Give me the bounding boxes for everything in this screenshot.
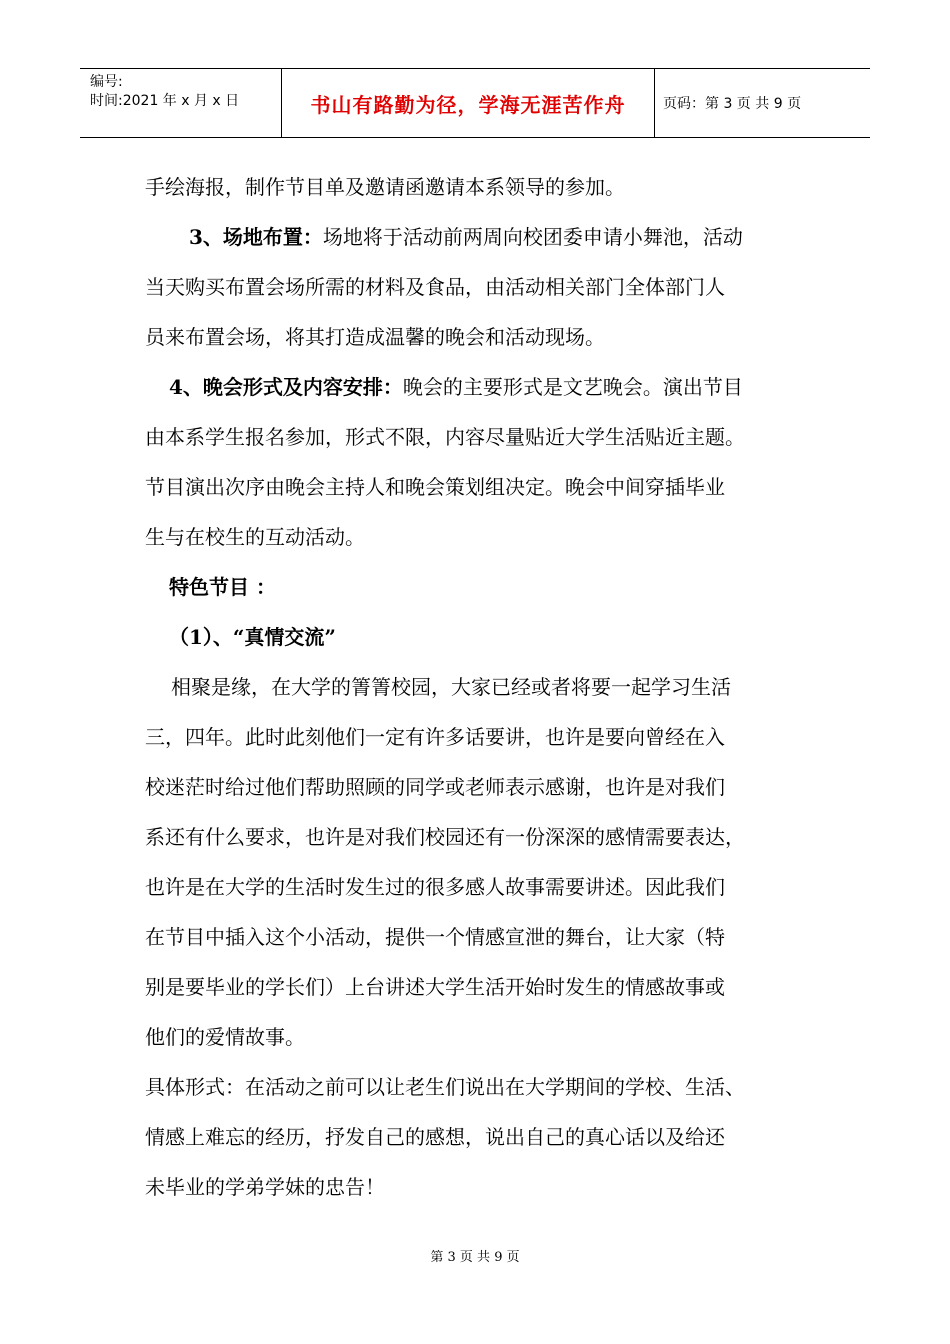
section-title: 3、场地布置： (189, 225, 323, 249)
item-title: （1）、“真情交流” (169, 625, 336, 649)
paragraph-line: 具体形式：在活动之前可以让老生们说出在大学期间的学校、生活、 (145, 1075, 745, 1099)
paragraph-line: 手绘海报，制作节目单及邀请函邀请本系领导的参加。 (145, 175, 625, 199)
header-motto: 书山有路勤为径，学海无涯苦作舟 (282, 69, 655, 137)
page-footer: 第 3 页 共 9 页 (430, 1250, 520, 1265)
paragraph-line: 校迷茫时给过他们帮助照顾的同学或老师表示感谢，也许是对我们 (145, 775, 725, 799)
paragraph-line: 相聚是缘，在大学的箐箐校园，大家已经或者将要一起学习生活 (171, 675, 731, 699)
section-title: 4、晚会形式及内容安排： (169, 375, 403, 399)
section-venue (145, 212, 811, 262)
paragraph-line: 在节目中插入这个小活动，提供一个情感宣泄的舞台，让大家（特 (145, 925, 725, 949)
special-heading (145, 562, 811, 612)
paragraph-line: 三，四年。此时此刻他们一定有许多话要讲，也许是要向曾经在入 (145, 725, 725, 749)
paragraph-text: 晚会的主要形式是文艺晚会。演出节目 (402, 375, 743, 399)
section-format (145, 362, 811, 412)
number-label: 编号: (90, 74, 123, 90)
paragraph-line: 别是要毕业的学长们）上台讲述大学生活开始时发生的情感故事或 (145, 975, 725, 999)
paragraph-line: 当天购买布置会场所需的材料及食品，由活动相关部门全体部门人 (145, 275, 725, 299)
paragraph-line: 由本系学生报名参加，形式不限，内容尽量贴近大学生活贴近主题。 (145, 425, 745, 449)
paragraph-text: 场地将于活动前两周向校团委申请小舞池，活动 (322, 225, 743, 249)
document-body (145, 162, 811, 1212)
paragraph-line: 未毕业的学弟学妹的忠告！ (145, 1175, 385, 1199)
paragraph-line: 员来布置会场，将其打造成温馨的晚会和活动现场。 (145, 325, 605, 349)
time-label: 时间:2021 年 x 月 x 日 (90, 93, 240, 109)
paragraph-line: 他们的爱情故事。 (145, 1025, 305, 1049)
paragraph-line: 情感上难忘的经历，抒发自己的感想，说出自己的真心话以及给还 (145, 1125, 725, 1149)
header-meta (80, 69, 282, 137)
document-header (80, 68, 870, 138)
item-heading (145, 612, 811, 662)
paragraph-line: 生与在校生的互动活动。 (145, 525, 365, 549)
paragraph-line: 节目演出次序由晚会主持人和晚会策划组决定。晚会中间穿插毕业 (145, 475, 725, 499)
special-title: 特色节目 ： (169, 575, 276, 599)
paragraph-line: 系还有什么要求，也许是对我们校园还有一份深深的感情需要表达， (145, 825, 745, 849)
header-page-info: 页码：第 3 页 共 9 页 (663, 96, 802, 112)
paragraph-line: 也许是在大学的生活时发生过的很多感人故事需要讲述。因此我们 (145, 875, 725, 899)
